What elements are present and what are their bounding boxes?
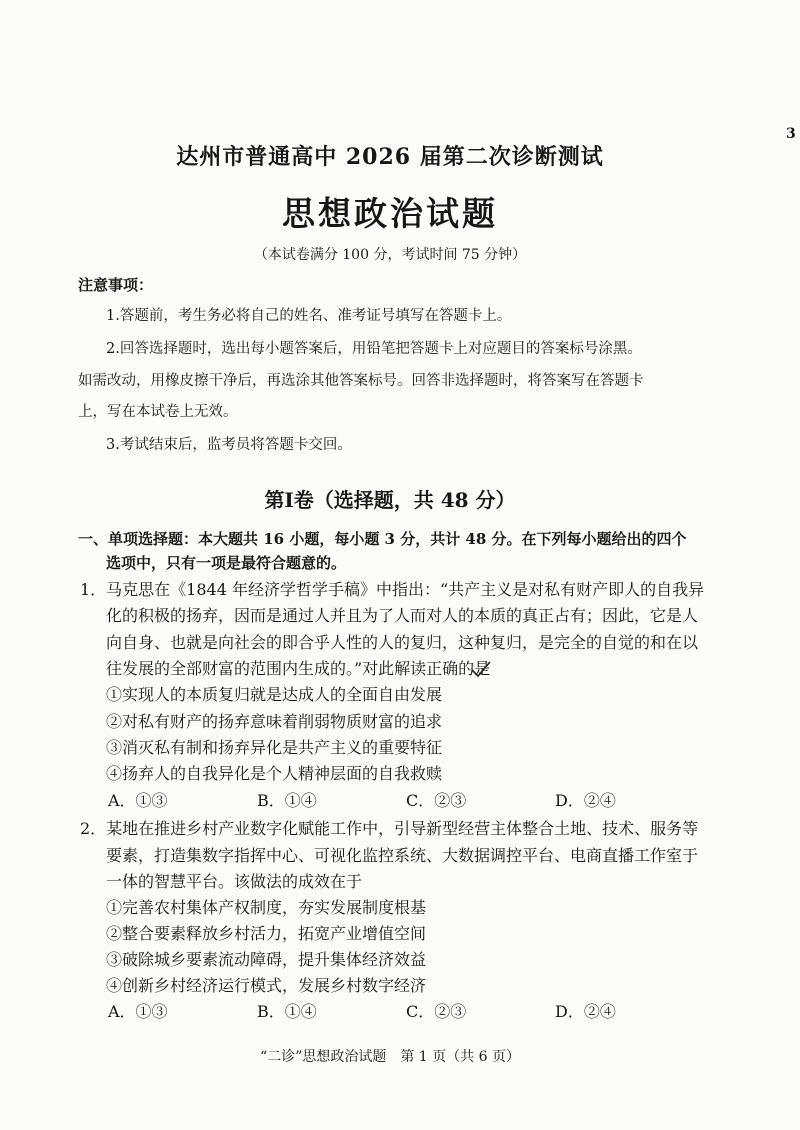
question-1-choice-c: C．②③ bbox=[406, 791, 467, 810]
notice-line: 2.回答选择题时，选出每小题答案后，用铅笔把答题卡上对应题目的答案标号涂黑。 bbox=[106, 341, 642, 357]
part-instruction: 选项中，只有一项是最符合题意的。 bbox=[106, 554, 347, 572]
question-1-stem: 化的积极的扬弃，因而是通过人并且为了人而对人的本质的真正占有；因此，它是人 bbox=[106, 606, 699, 625]
question-1-choice-d: D．②④ bbox=[555, 791, 616, 810]
question-1-option: ①实现人的本质复归就是达成人的全面自由发展 bbox=[106, 685, 443, 704]
subject-title: 思想政治试题 bbox=[282, 194, 498, 233]
notice-heading: 注意事项： bbox=[78, 276, 154, 294]
pen-check-mark bbox=[470, 658, 492, 680]
exam-meta: （本试卷满分 100 分，考试时间 75 分钟） bbox=[253, 247, 527, 263]
question-2-choice-a: A．①③ bbox=[108, 1002, 168, 1021]
notice-line: 1.答题前，考生务必将自己的姓名、准考证号填写在答题卡上。 bbox=[106, 308, 512, 324]
question-2-stem: 一体的智慧平台。该做法的成效在于 bbox=[106, 872, 363, 891]
notice-line: 如需改动，用橡皮擦干净后，再选涂其他答案标号。回答非选择题时，将答案写在答题卡 bbox=[78, 373, 644, 389]
section-title: 第Ⅰ卷（选择题，共 48 分） bbox=[264, 488, 516, 512]
notice-line: 3.考试结束后，监考员将答题卡交回。 bbox=[106, 437, 352, 453]
question-1-stem: 往发展的全部财富的范围内生成的。”对此解读正确的是 bbox=[106, 659, 491, 678]
page-corner-number: 3 bbox=[786, 126, 796, 142]
question-2-option: ③破除城乡要素流动障碍，提升集体经济效益 bbox=[106, 950, 427, 969]
question-2-stem: 2．某地在推进乡村产业数字化赋能工作中，引导新型经营主体整合土地、技术、服务等 bbox=[80, 819, 699, 838]
question-2-choice-c: C．②③ bbox=[406, 1002, 467, 1021]
exam-title: 达州市普通高中 2026 届第二次诊断测试 bbox=[176, 144, 604, 170]
question-2-option: ②整合要素释放乡村活力，拓宽产业增值空间 bbox=[106, 924, 427, 943]
question-1-stem: 向自身、也就是向社会的即合乎人性的人的复归，这种复归，是完全的自觉的和在以 bbox=[106, 633, 699, 652]
part-instruction: 一、单项选择题：本大题共 16 小题，每小题 3 分，共计 48 分。在下列每小题给出的四个 bbox=[78, 530, 687, 548]
question-1-stem: 1．马克思在《1844 年经济学哲学手稿》中指出：“共产主义是对私有财产即人的自我异 bbox=[80, 580, 705, 599]
question-1-option: ③消灭私有制和扬弃异化是共产主义的重要特征 bbox=[106, 738, 443, 757]
question-2-choice-d: D．②④ bbox=[555, 1002, 616, 1021]
question-2-stem: 要素，打造集数字指挥中心、可视化监控系统、大数据调控平台、电商直播工作室于 bbox=[106, 846, 699, 865]
question-2-option: ①完善农村集体产权制度，夯实发展制度根基 bbox=[106, 898, 427, 917]
question-1-choice-a: A．①③ bbox=[108, 791, 168, 810]
question-2-option: ④创新乡村经济运行模式，发展乡村数字经济 bbox=[106, 976, 427, 995]
question-1-option: ②对私有财产的扬弃意味着削弱物质财富的追求 bbox=[106, 712, 443, 731]
page-footer: “二诊”思想政治试题 第 1 页（共 6 页） bbox=[260, 1049, 520, 1065]
question-2-choice-b: B．①④ bbox=[257, 1002, 317, 1021]
question-1-option: ④扬弃人的自我异化是个人精神层面的自我救赎 bbox=[106, 764, 443, 783]
notice-line: 上，写在本试卷上无效。 bbox=[78, 404, 238, 420]
question-1-choice-b: B．①④ bbox=[257, 791, 317, 810]
